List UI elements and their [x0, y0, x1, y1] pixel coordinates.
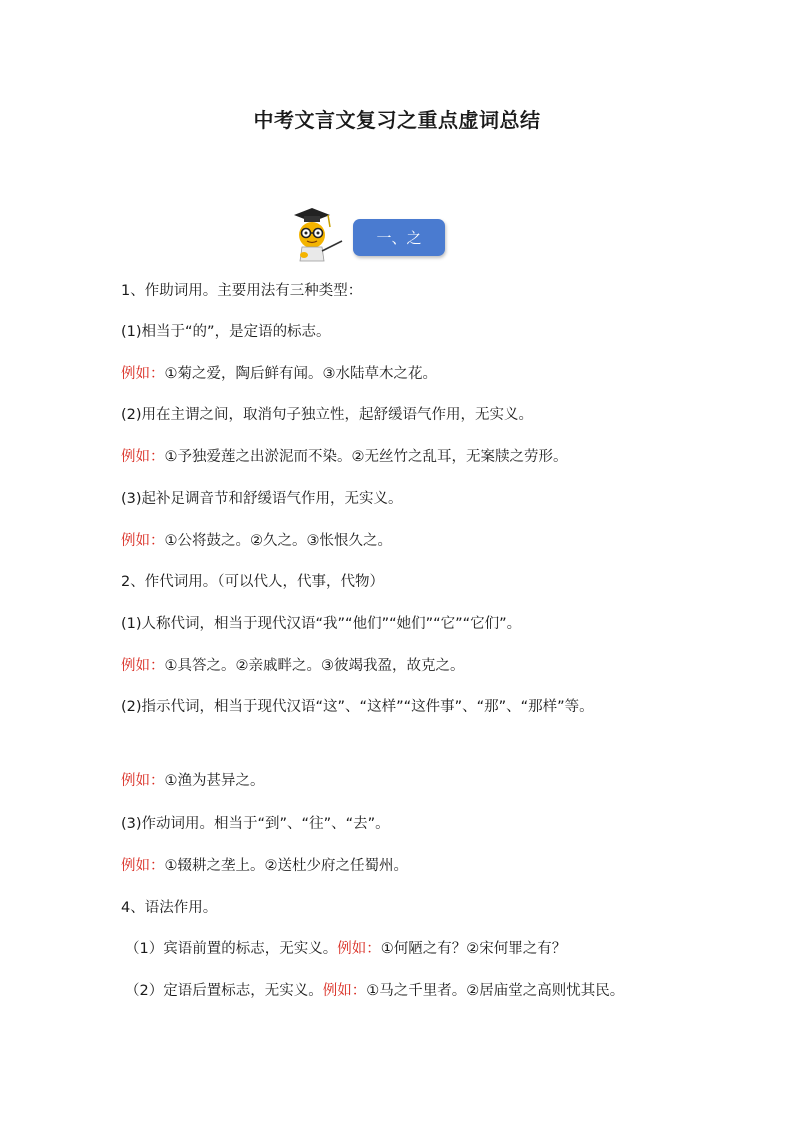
- paragraph-8: (3)作动词用。相当于“到”、“往”、“去”。: [121, 816, 390, 832]
- example-line-1: [121, 364, 437, 384]
- example-label: 例如：: [121, 658, 165, 674]
- paragraph-6: (1)人称代词，相当于现代汉语“我”“他们”“她们”“它”“它们”。: [121, 616, 522, 632]
- paragraph-3: (2)用在主谓之间，取消句子独立性，起舒缓语气作用，无实义。: [121, 407, 534, 423]
- paragraph-5: 2、作代词用。（可以代人，代事，代物）: [121, 574, 384, 590]
- example-line-3: [121, 531, 392, 551]
- graduate-mascot-icon: [284, 205, 346, 265]
- example-text: ①公将鼓之。②久之。③怅恨久之。: [164, 533, 392, 549]
- example-label: 例如：: [121, 533, 165, 549]
- paragraph-7: (2)指示代词，相当于现代汉语“这”、“这样”“这件事”、“那”、“那样”等。: [121, 699, 594, 715]
- example-line-2: [121, 447, 568, 467]
- paragraph-2: (1)相当于“的”，是定语的标志。: [121, 324, 331, 340]
- paragraph-1: 1、作助词用。主要用法有三种类型：: [121, 283, 363, 299]
- example-text: ①菊之爱，陶后鲜有闻。③水陆草木之花。: [164, 366, 437, 382]
- rule-text: （2）定语后置标志，无实义。: [125, 983, 323, 999]
- example-label: 例如：: [121, 366, 165, 382]
- example-text: ①渔为甚异之。: [164, 773, 265, 789]
- example-line-4: [121, 656, 465, 676]
- example-label: 例如：: [121, 773, 165, 789]
- example-line-6: [121, 856, 408, 876]
- example-text: ①辍耕之垄上。②送杜少府之任蜀州。: [164, 858, 408, 874]
- example-line-5: [121, 771, 265, 791]
- paragraph-11: [125, 981, 624, 1001]
- example-label: 例如：: [322, 983, 367, 999]
- example-text: ①何陋之有？②宋何罪之有？: [380, 941, 567, 957]
- paragraph-10: [125, 939, 566, 959]
- paragraph-4: (3)起补足调音节和舒缓语气作用，无实义。: [121, 491, 403, 507]
- example-text: ①具答之。②亲戚畔之。③彼竭我盈，故克之。: [164, 658, 465, 674]
- example-text: ①马之千里者。②居庙堂之高则忧其民。: [366, 983, 625, 999]
- example-text: ①予独爱莲之出淤泥而不染。②无丝竹之乱耳，无案牍之劳形。: [164, 449, 568, 465]
- example-label: 例如：: [121, 449, 165, 465]
- paragraph-9: 4、语法作用。: [121, 900, 218, 916]
- example-label: 例如：: [337, 941, 381, 957]
- page-title: 中考文言文复习之重点虚词总结: [253, 108, 541, 132]
- rule-text: （1）宾语前置的标志，无实义。: [125, 941, 338, 957]
- section-badge-zhi: 一、之: [353, 219, 445, 256]
- example-label: 例如：: [121, 858, 165, 874]
